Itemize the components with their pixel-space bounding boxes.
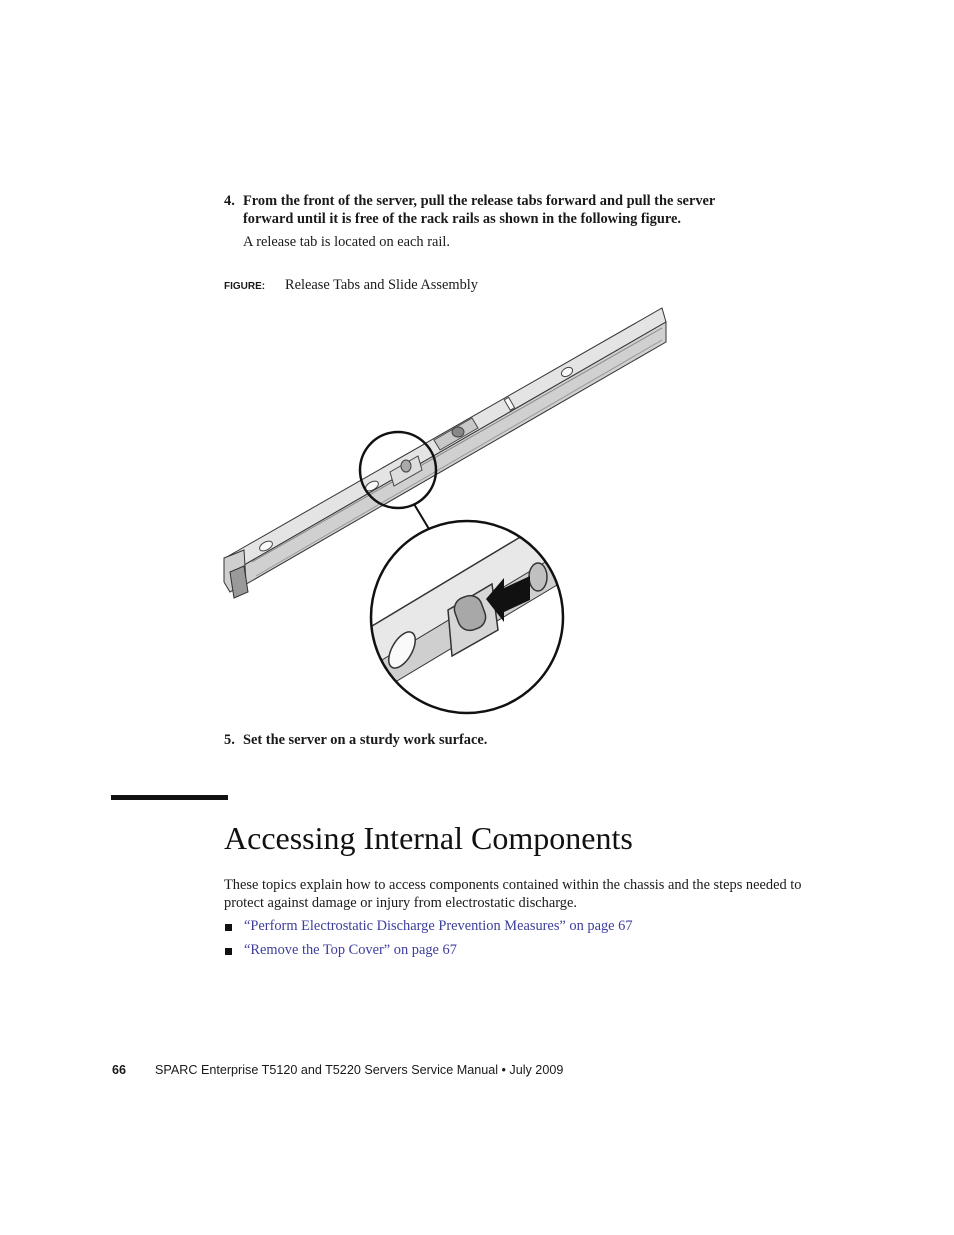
step-text-line1: From the front of the server, pull the release tabs forward and pull the server <box>243 193 716 209</box>
page-footer <box>112 1063 563 1077</box>
step-number: 4. <box>224 193 235 209</box>
step-5 <box>224 731 804 749</box>
section-rule <box>111 795 228 800</box>
step-4-note: A release tab is located on each rail. <box>243 234 450 250</box>
footer-text: SPARC Enterprise T5120 and T5220 Servers Service Manual • July 2009 <box>155 1063 564 1077</box>
section-paragraph: These topics explain how to access components contained within the chassis and the steps needed to protect against damage or injury from electrostatic discharge. <box>224 877 802 911</box>
step-number: 5. <box>224 732 235 748</box>
list-item <box>224 918 824 942</box>
step-text-line2: forward until it is free of the rack rails as shown in the following figure. <box>243 211 681 227</box>
figure-caption <box>224 277 478 294</box>
topic-link-list <box>224 918 824 966</box>
rail-illustration <box>222 300 668 718</box>
figure-label: FIGURE: <box>224 281 266 292</box>
step-text: Set the server on a sturdy work surface. <box>243 732 488 748</box>
link-esd-prevention[interactable]: “Perform Electrostatic Discharge Prevention Measures” on page 67 <box>244 918 633 934</box>
figure-title: Release Tabs and Slide Assembly <box>285 277 478 293</box>
bullet-square-icon <box>225 948 232 955</box>
list-item <box>224 942 824 966</box>
section-heading: Accessing Internal Components <box>224 820 633 856</box>
detail-view <box>362 500 582 718</box>
step-4 <box>224 192 804 228</box>
link-remove-top-cover[interactable]: “Remove the Top Cover” on page 67 <box>244 942 457 958</box>
bullet-square-icon <box>225 924 232 931</box>
page-number: 66 <box>112 1063 127 1077</box>
rail-bracket <box>224 550 248 598</box>
